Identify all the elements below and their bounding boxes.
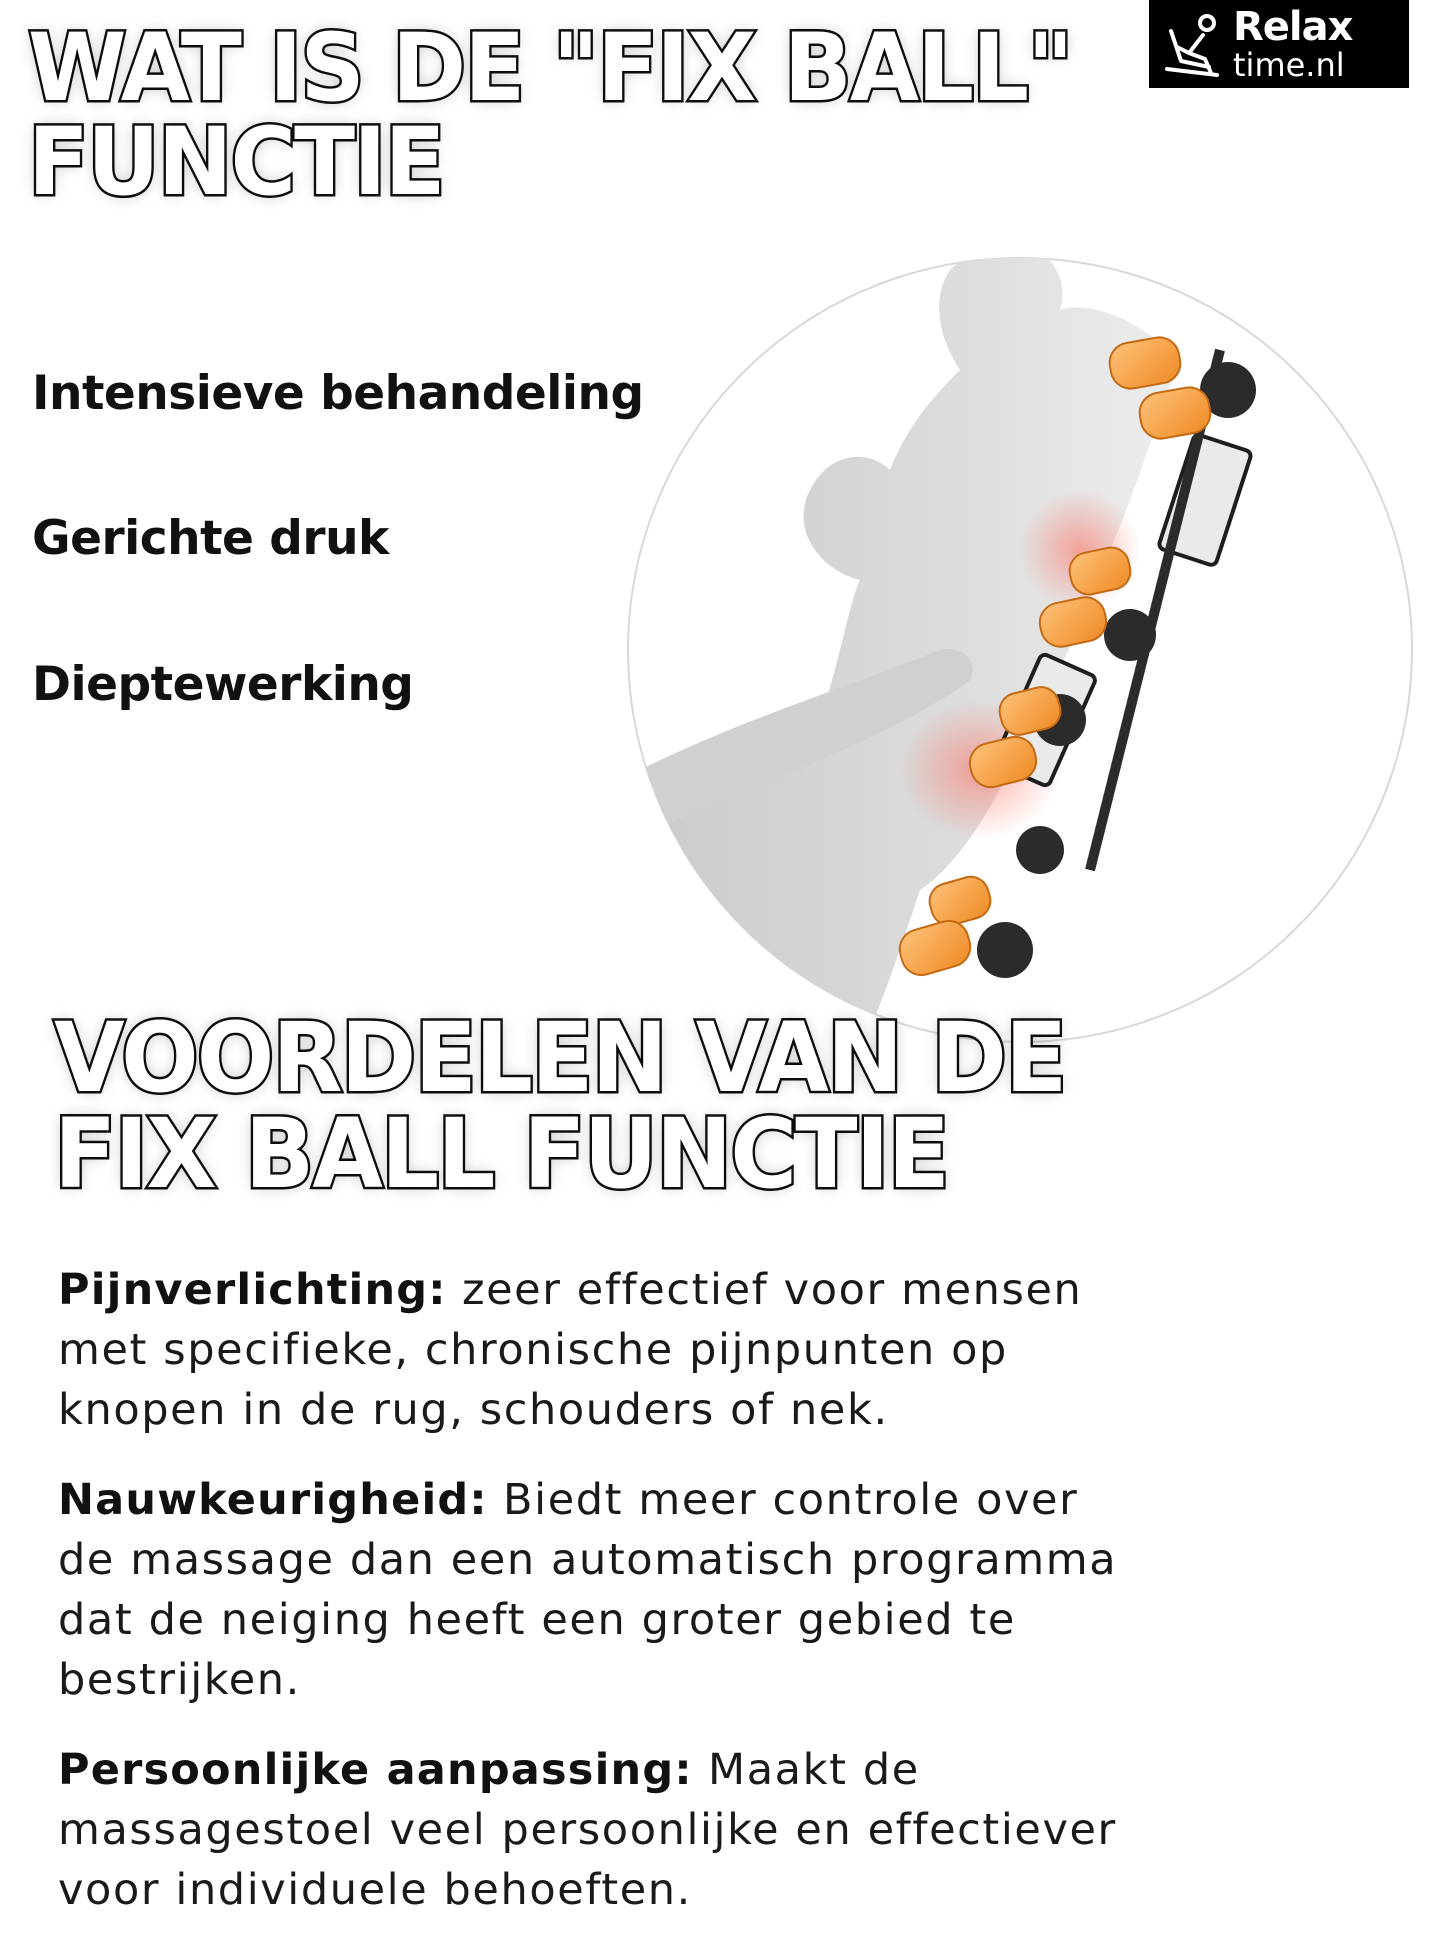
logo-domain: time.nl	[1233, 46, 1345, 84]
relaxtime-logo	[1149, 0, 1409, 88]
benefit-label: Nauwkeurigheid:	[58, 1475, 488, 1525]
benefit-personal-adjustment	[58, 1740, 1138, 1920]
feature-deep-action: Dieptewerking	[32, 657, 414, 712]
benefits-title	[54, 1002, 1066, 1210]
benefits-list	[58, 1260, 1138, 1950]
logo-brand: Relax	[1233, 4, 1353, 50]
benefit-label: Persoonlijke aanpassing:	[58, 1745, 693, 1795]
massage-chair-icon	[1159, 9, 1229, 79]
benefits-title-line-1: VOORDELEN VAN DE	[54, 1002, 1066, 1114]
massage-rollers-illustration	[620, 250, 1430, 1050]
benefit-text: Biedt meer controle over de massage dan een automatisch programma dat de neiging heeft een groter gebied te bestrijken.	[58, 1475, 1118, 1705]
page-title	[28, 14, 1072, 217]
page-title-line-2: FUNCTIE	[28, 108, 444, 217]
feature-targeted-pressure: Gerichte druk	[32, 511, 389, 566]
benefit-label: Pijnverlichting:	[58, 1265, 447, 1315]
feature-intensive-treatment: Intensieve behandeling	[32, 366, 644, 421]
benefit-text: zeer effectief voor mensen met specifieke, chronische pijnpunten op knopen in de rug, schouders of nek.	[58, 1265, 1083, 1435]
benefits-title-line-2: FIX BALL FUNCTIE	[54, 1098, 949, 1210]
benefit-precision	[58, 1470, 1138, 1710]
benefit-text: Maakt de massagestoel veel persoonlijke en effectiever voor individuele behoeften.	[58, 1745, 1117, 1915]
page-title-line-1: WAT IS DE "FIX BALL"	[28, 14, 1072, 123]
benefit-pain-relief	[58, 1260, 1138, 1440]
